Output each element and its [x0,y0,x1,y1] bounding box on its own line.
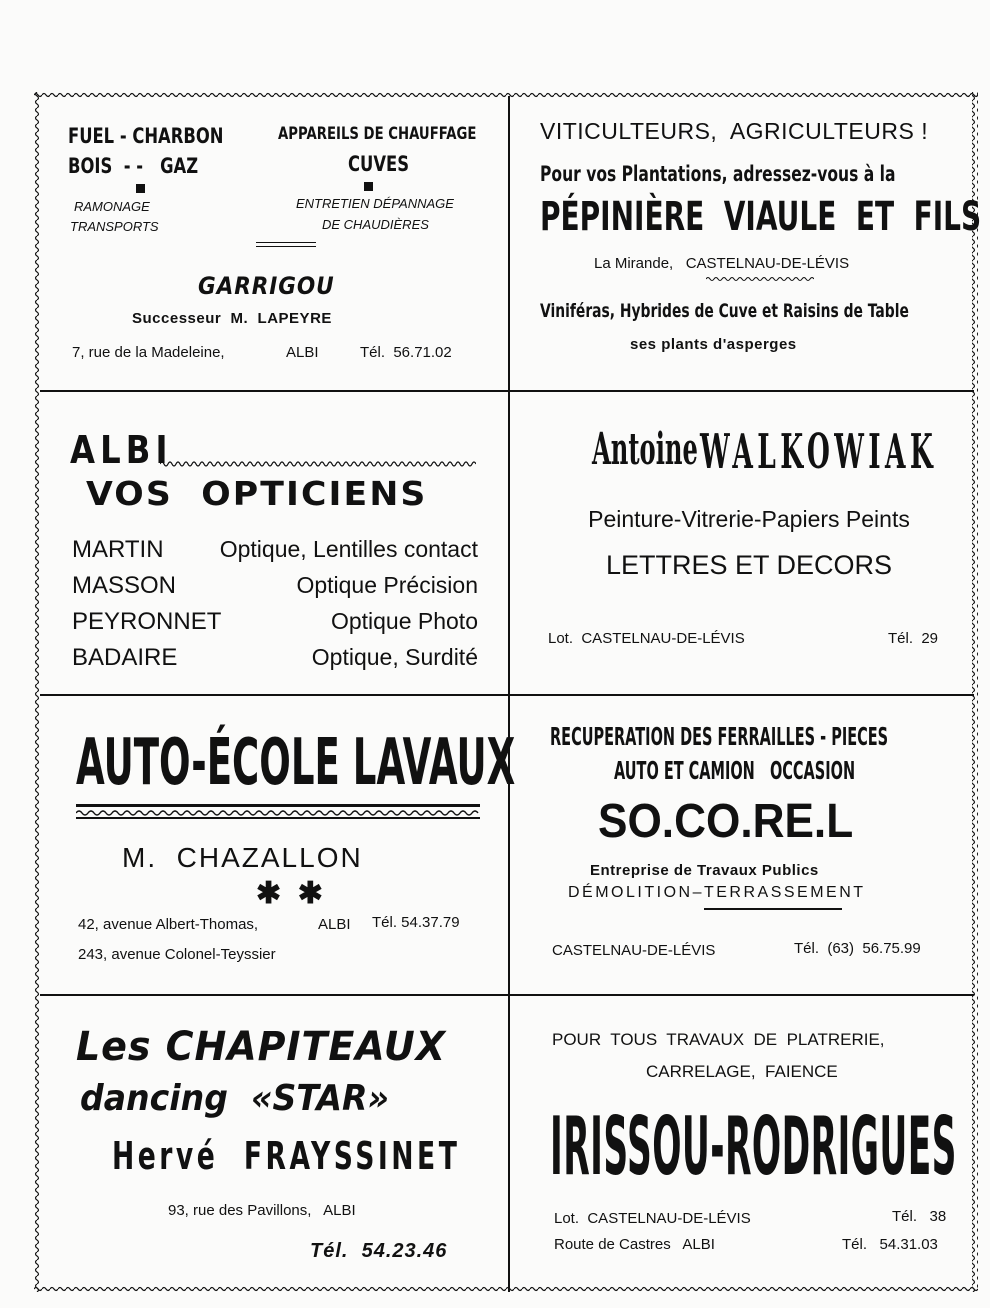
phone: Tél. 56.71.02 [360,344,452,361]
fuel-line: FUEL - CHARBON [68,124,224,148]
phone-1: Tél. 38 [892,1208,947,1225]
row-divider-2 [40,694,974,696]
company-name: SO.CO.RE.L [598,795,854,848]
city-1: ALBI [318,916,351,933]
city: ALBI [286,344,319,361]
services-line-2: CARRELAGE, FAIENCE [646,1062,838,1081]
salvage-line-1: RECUPERATION DES FERRAILLES - PIECES [550,722,889,751]
bullet-icon [136,184,145,193]
successor-line: Successeur M. LAPEYRE [132,310,332,327]
phone-1: Tél. 54.37.79 [372,914,460,931]
company-name: IRISSOU-RODRIGUES [550,1100,957,1193]
optician-specialty: Optique Photo [330,608,478,634]
address: 7, rue de la Madeleine, [72,344,225,361]
row-divider-1 [40,390,974,392]
services-line-2: TRANSPORTS [70,219,159,234]
company-name: AUTO-ÉCOLE LAVAUX [76,726,516,800]
divider-rule [256,246,316,247]
services-line-1: POUR TOUS TRAVAUX DE PLATRERIE, [552,1030,885,1049]
city-heading: ALBI [70,428,173,472]
venue-name: Les CHAPITEAUX [76,1024,446,1070]
heating-line: APPAREILS DE CHAUFFAGE [278,124,477,144]
services-line-1: RAMONAGE [74,199,150,214]
activity: Entreprise de Travaux Publics [590,862,819,879]
wood-gas-line: BOIS - - GAZ [68,154,199,178]
address: CASTELNAU-DE-LÉVIS [552,942,716,959]
phone-2: Tél. 54.31.03 [842,1236,938,1253]
address-2: 243, avenue Colonel-Teyssier [78,946,276,963]
heading: VITICULTEURS, AGRICULTEURS ! [540,118,929,144]
first-name: Antoine [592,424,698,475]
optician-name: PEYRONNET [72,608,222,635]
works: DÉMOLITION–TERRASSEMENT [568,884,866,901]
trade-line: Peinture-Vitrerie-Papiers Peints [588,506,910,532]
owner: Hervé FRAYSSINET [112,1134,461,1178]
address-1: 42, avenue Albert-Thomas, [78,916,259,933]
salvage-line-2: AUTO ET CAMION OCCASION [614,756,856,785]
optician-name: BADAIRE [72,644,178,671]
maintenance-line: ENTRETIEN DÉPANNAGE [296,196,454,211]
phone: Tél. (63) 56.75.99 [794,940,921,957]
owner: M. CHAZALLON [122,842,363,873]
boilers-line: DE CHAUDIÈRES [322,217,429,232]
address-1: Lot. CASTELNAU-DE-LÉVIS [554,1210,751,1227]
location: La Mirande, CASTELNAU-DE-LÉVIS [594,255,850,272]
tanks-line: CUVES [348,152,409,176]
bullet-icon [364,182,373,191]
optician-name: MARTIN [72,536,164,563]
dancing-line: dancing «STAR» [80,1078,390,1119]
address: Lot. CASTELNAU-DE-LÉVIS [548,630,745,647]
address: 93, rue des Pavillons, ALBI [168,1202,356,1219]
address-2: Route de Castres ALBI [554,1236,715,1253]
optician-specialty: Optique Précision [296,572,478,598]
optician-name: MASSON [72,572,177,599]
company-name: PÉPINIÈRE VIAULE ET FILS [540,194,982,240]
last-name: WALKOWIAK [700,424,938,480]
optician-specialty: Optique, Surdité [311,644,478,670]
stars-rating: ✱ ✱ [256,877,323,910]
subheading: Pour vos Plantations, adressez-vous à la [540,162,896,186]
decorative-squiggle [706,276,814,282]
title: VOS OPTICIENS [86,474,428,513]
divider-rule [704,908,842,910]
divider-rule [256,242,316,243]
company-name: GARRIGOU [198,272,335,300]
decorative-wave-rule [76,804,480,820]
decorative-squiggle [160,460,476,468]
lettering-line: LETTRES ET DECORS [605,550,893,580]
asparagus-line: ses plants d'asperges [630,336,797,353]
phone: Tél. 54.23.46 [310,1240,448,1262]
optician-specialty: Optique, Lentilles contact [219,536,478,562]
products-line: Viniféras, Hybrides de Cuve et Raisins de Table [540,300,909,322]
phone: Tél. 29 [888,630,939,647]
row-divider-3 [40,994,974,996]
